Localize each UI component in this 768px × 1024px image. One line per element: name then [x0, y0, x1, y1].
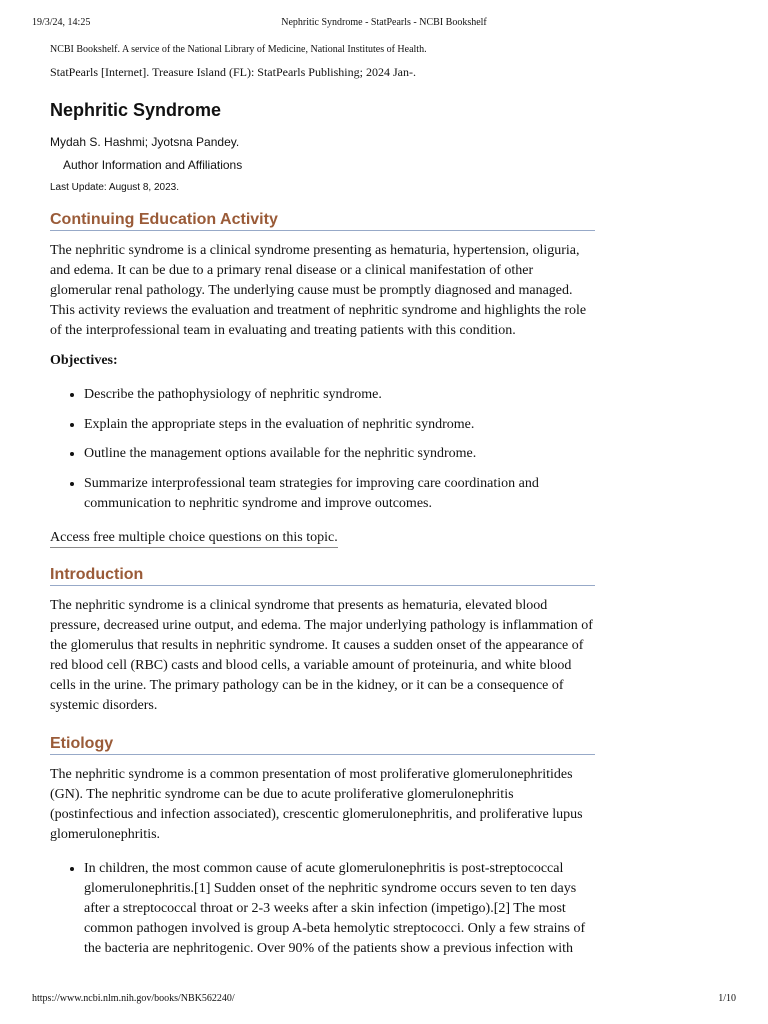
objective-item: • Explain the appropriate steps in the evaluation of nephritic syndrome. [84, 415, 595, 435]
print-footer-url: https://www.ncbi.nlm.nih.gov/books/NBK562240/ [32, 993, 235, 1004]
affiliations-link[interactable]: Author Information and Affiliations [63, 158, 243, 172]
etiology-item: • In children, the most common cause of acute glomerulonephritis is post-streptococcal glomerulonephritis.[1] Sudden onset of the nephritic syndrome occurs seven to ten days after a streptococcal throat or 2-3 weeks after a skin infection (impetigo).[2] The most common pathogen involved is group A-beta hemolytic streptococci. Only a few strains of the bacteria are nephritogenic. Over 90% of the patients show a previous infection with [84, 859, 595, 959]
etiology-list [50, 859, 595, 959]
etiology-paragraph: The nephritic syndrome is a common presentation of most proliferative glomerulonephritides (GN). The nephritic syndrome can be due to acute proliferative glomerulonephritis (postinfectious and infection associated), crescentic glomerulonephritis, and proliferative lupus glomerulonephritis. [50, 767, 583, 842]
objectives-list [50, 385, 595, 514]
print-header-datetime: 19/3/24, 14:25 [32, 17, 91, 28]
objective-item: • Summarize interprofessional team strategies for improving care coordination and communication to nephritic syndrome and improve outcomes. [84, 474, 595, 514]
objective-item: • Describe the pathophysiology of nephritic syndrome. [84, 385, 595, 405]
print-header-title: Nephritic Syndrome - StatPearls - NCBI Bookshelf [281, 17, 487, 28]
continuing-education-heading: Continuing Education Activity [50, 210, 595, 231]
document-content [50, 44, 595, 959]
introduction-paragraph: The nephritic syndrome is a clinical syndrome that presents as hematuria, elevated blood pressure, decreased urine output, and edema. The major underlying pathology is inflammation of the glomerulus that results in nephritic syndrome. It causes a sudden onset of the appearance of red blood cell (RBC) casts and blood cells, a variable amount of proteinuria, and white blood cells in the urine. The primary pathology can be in the kidney, or it can be a consequence of systemic disorders. [50, 598, 593, 713]
etiology-heading: Etiology [50, 734, 595, 755]
citation: StatPearls [Internet]. Treasure Island (FL): StatPearls Publishing; 2024 Jan-. [50, 65, 416, 79]
continuing-education-paragraph: The nephritic syndrome is a clinical syndrome presenting as hematuria, hypertension, oliguria, and edema. It can be due to a primary renal disease or a clinical manifestation of other glomerular renal pathology. The underlying cause must be promptly diagnosed and managed. This activity reviews the evaluation and treatment of nephritic syndrome and highlights the role of the interprofessional team in evaluating and treating patients with this condition. [50, 243, 587, 338]
objectives-label: Objectives: [50, 353, 118, 368]
objective-item: • Outline the management options available for the nephritic syndrome. [84, 444, 595, 464]
print-footer-page-number: 1/10 [718, 993, 736, 1004]
last-update: Last Update: August 8, 2023. [50, 182, 179, 193]
authors: Mydah S. Hashmi; Jyotsna Pandey. [50, 135, 240, 149]
access-questions-link[interactable]: Access free multiple choice questions on this topic. [50, 530, 338, 548]
page-title: Nephritic Syndrome [50, 100, 222, 120]
bookshelf-line: NCBI Bookshelf. A service of the National Library of Medicine, National Institutes of Health. [50, 44, 427, 55]
introduction-heading: Introduction [50, 565, 595, 586]
